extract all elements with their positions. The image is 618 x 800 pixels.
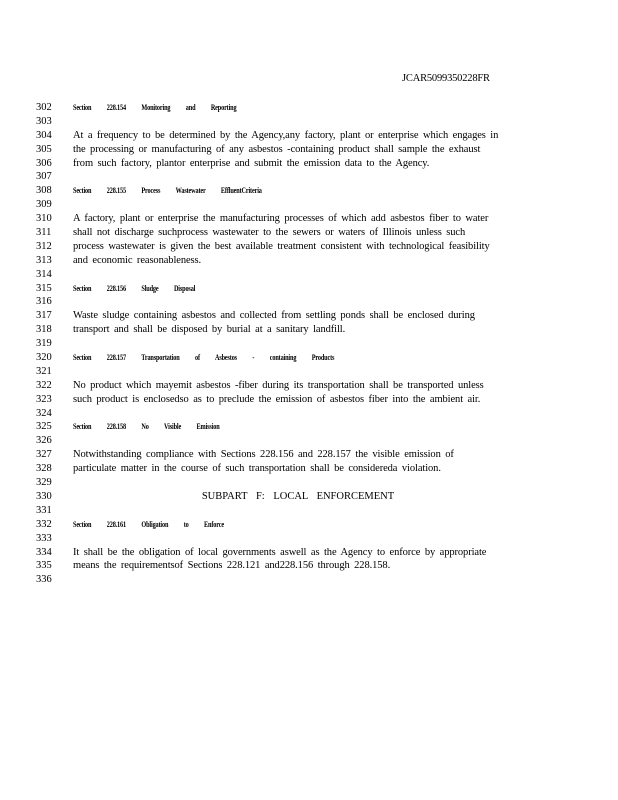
document-line <box>0 434 618 448</box>
document-line <box>0 184 618 198</box>
line-number: 316 <box>36 296 52 308</box>
line-number: 307 <box>36 171 52 183</box>
line-number: 302 <box>36 102 52 113</box>
line-number: 317 <box>36 310 52 322</box>
line-number: 327 <box>36 449 52 461</box>
line-number: 319 <box>36 338 52 350</box>
document-line <box>0 226 618 240</box>
line-text: No product which mayemit asbestos -fiber during its transportation shall be transported unless <box>73 379 484 391</box>
document-line <box>0 198 618 212</box>
section-heading: Section 228.155 Process Wastewater EffluentCriteria <box>73 186 262 196</box>
line-text: Notwithstanding compliance with Sections 228.156 and 228.157 the visible emission of <box>73 449 454 461</box>
document-line <box>0 407 618 421</box>
document-line <box>0 365 618 379</box>
document-line <box>0 170 618 184</box>
line-text: and economic reasonableness. <box>73 254 202 266</box>
line-text: It shall be the obligation of local governments aswell as the Agency to enforce by appropriate <box>73 546 487 558</box>
document-line <box>0 309 618 323</box>
document-line <box>0 532 618 546</box>
section-heading: Section 228.161 Obligation to Enforce <box>73 519 224 529</box>
line-number: 304 <box>36 129 52 141</box>
document-line <box>0 337 618 351</box>
line-number: 324 <box>36 407 52 419</box>
line-number: 311 <box>36 227 52 239</box>
line-text: At a frequency to be determined by the Agency,any factory, plant or enterprise which engages in <box>73 129 499 141</box>
line-number: 325 <box>36 421 52 433</box>
line-number: 308 <box>36 185 52 197</box>
document-line <box>0 101 618 115</box>
document-line <box>0 295 618 309</box>
line-number: 323 <box>36 393 52 405</box>
line-text: the processing or manufacturing of any asbestos -containing product shall sample the exhaust <box>73 143 481 155</box>
document-line <box>0 420 618 434</box>
document-line <box>0 379 618 393</box>
document-line <box>0 546 618 560</box>
line-number: 312 <box>36 240 52 252</box>
line-text: such product is enclosedso as to preclude the emission of asbestos fiber into the ambient air. <box>73 393 481 405</box>
line-number: 334 <box>36 546 52 558</box>
document-line <box>0 323 618 337</box>
line-number: 318 <box>36 324 52 336</box>
document-line <box>0 462 618 476</box>
line-number: 335 <box>36 560 52 572</box>
line-number: 313 <box>36 254 52 266</box>
line-number: 322 <box>36 379 52 391</box>
line-text: from such factory, plantor enterprise and submit the emission data to the Agency. <box>73 157 430 169</box>
document-line <box>0 268 618 282</box>
line-number: 330 <box>36 490 52 502</box>
line-number: 305 <box>36 143 52 155</box>
document-line <box>0 490 618 504</box>
line-number: 309 <box>36 199 52 211</box>
section-heading: Section 228.157 Transportation of Asbestos - containing Products <box>73 353 335 363</box>
section-heading: Section 228.154 Monitoring and Reporting <box>73 103 237 112</box>
line-number: 333 <box>36 532 52 544</box>
document-line <box>0 240 618 254</box>
line-number: 310 <box>36 213 52 225</box>
line-text: means the requirementsof Sections 228.121 and228.156 through 228.158. <box>73 560 391 572</box>
subpart-heading: SUBPART F: LOCAL ENFORCEMENT <box>201 490 395 502</box>
document-line <box>0 573 618 587</box>
line-number: 321 <box>36 365 52 377</box>
document-line <box>0 129 618 143</box>
line-number: 315 <box>36 282 52 294</box>
line-number: 303 <box>36 115 52 127</box>
document-code-header: JCAR5099350228FR <box>402 73 490 84</box>
document-line <box>0 143 618 157</box>
line-text: process wastewater is given the best available treatment consistent with technological feasibility <box>73 240 490 252</box>
line-number: 332 <box>36 518 52 530</box>
document-line <box>0 212 618 226</box>
line-text: particulate matter in the course of such transportation shall be considereda violation. <box>73 463 441 475</box>
document-line <box>0 351 618 365</box>
document-line <box>0 504 618 518</box>
section-heading: Section 228.158 No Visible Emission <box>73 422 220 432</box>
line-text: shall not discharge suchprocess wastewater to the sewers or waters of Illinois unless such <box>73 227 466 239</box>
document-line <box>0 254 618 268</box>
line-text: transport and shall be disposed by burial at a sanitary landfill. <box>73 324 346 336</box>
document-line <box>0 448 618 462</box>
document-line <box>0 518 618 532</box>
line-number: 320 <box>36 352 52 364</box>
document-body <box>0 101 618 587</box>
line-text: A factory, plant or enterprise the manufacturing processes of which add asbestos fiber to water <box>73 213 489 225</box>
line-text: Waste sludge containing asbestos and collected from settling ponds shall be enclosed during <box>73 310 475 322</box>
line-number: 331 <box>36 504 52 516</box>
document-line <box>0 157 618 171</box>
line-number: 329 <box>36 477 52 489</box>
line-number: 336 <box>36 574 52 586</box>
line-number: 326 <box>36 435 52 447</box>
line-number: 328 <box>36 463 52 475</box>
section-heading: Section 228.156 Sludge Disposal <box>73 283 196 293</box>
document-line <box>0 476 618 490</box>
document-line <box>0 115 618 129</box>
line-number: 306 <box>36 157 52 169</box>
document-line <box>0 393 618 407</box>
document-line <box>0 559 618 573</box>
line-number: 314 <box>36 268 52 280</box>
document-line <box>0 282 618 296</box>
